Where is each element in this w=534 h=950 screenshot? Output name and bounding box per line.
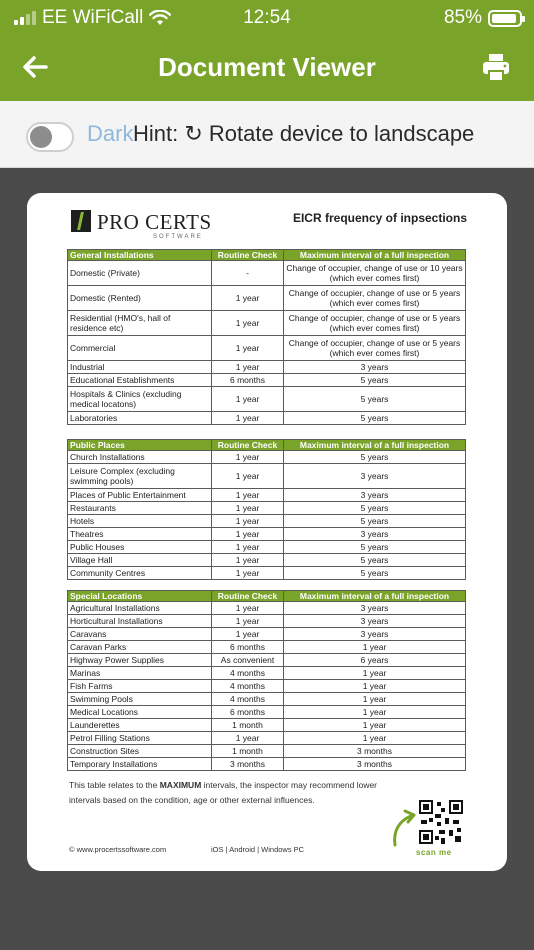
cell-name: Places of Public Entertainment bbox=[68, 489, 212, 502]
column-header: Special Locations bbox=[68, 591, 212, 602]
table-row bbox=[68, 680, 466, 693]
cell-check: 3 months bbox=[212, 758, 284, 771]
cell-name: Horticultural Installations bbox=[68, 615, 212, 628]
table-row bbox=[68, 464, 466, 489]
table-row bbox=[68, 374, 466, 387]
column-header: Maximum interval of a full inspection bbox=[284, 250, 466, 261]
cell-name: Hospitals & Clinics (excluding medical locatons) bbox=[68, 387, 212, 412]
cell-check: 1 year bbox=[212, 286, 284, 311]
cell-interval: 5 years bbox=[284, 515, 466, 528]
cell-interval: 3 months bbox=[284, 745, 466, 758]
website-text: © www.procertssoftware.com bbox=[69, 845, 167, 854]
cell-check: 1 year bbox=[212, 602, 284, 615]
cell-check: 1 month bbox=[212, 719, 284, 732]
cell-interval: 5 years bbox=[284, 412, 466, 425]
status-time: 12:54 bbox=[243, 7, 291, 28]
cell-check: 1 year bbox=[212, 567, 284, 580]
column-header: General Installations bbox=[68, 250, 212, 261]
cell-check: 1 year bbox=[212, 464, 284, 489]
cell-interval: 3 years bbox=[284, 489, 466, 502]
cell-check: 1 year bbox=[212, 311, 284, 336]
cell-interval: 5 years bbox=[284, 451, 466, 464]
cell-check: 1 year bbox=[212, 412, 284, 425]
cell-check: 1 year bbox=[212, 451, 284, 464]
cell-check: 1 year bbox=[212, 361, 284, 374]
cell-name: Church Installations bbox=[68, 451, 212, 464]
cell-interval: 6 years bbox=[284, 654, 466, 667]
cell-name: Community Centres bbox=[68, 567, 212, 580]
pro-certs-logo: PRO CERTS SOFTWARE bbox=[71, 210, 211, 240]
table-row bbox=[68, 387, 466, 412]
cell-check: 1 year bbox=[212, 732, 284, 745]
cell-name: Hotels bbox=[68, 515, 212, 528]
cell-interval: 1 year bbox=[284, 706, 466, 719]
cell-name: Marinas bbox=[68, 667, 212, 680]
battery-icon bbox=[488, 10, 522, 27]
cell-interval: 3 years bbox=[284, 528, 466, 541]
cell-name: Leisure Complex (excluding swimming pools) bbox=[68, 464, 212, 489]
table-row bbox=[68, 758, 466, 771]
printer-icon[interactable] bbox=[480, 51, 512, 83]
cell-name: Petrol Filling Stations bbox=[68, 732, 212, 745]
table-row bbox=[68, 654, 466, 667]
footnote: This table relates to the MAXIMUM intervals, the inspector may recommend lower intervals based on the condition, age or other external influences. bbox=[69, 780, 378, 805]
cell-check: 1 year bbox=[212, 554, 284, 567]
cell-check: 1 year bbox=[212, 615, 284, 628]
column-header: Routine Check bbox=[212, 440, 284, 451]
cell-interval: Change of occupier, change of use or 5 years (which ever comes first) bbox=[284, 286, 466, 311]
cell-check: 6 months bbox=[212, 706, 284, 719]
scan-me-label: scan me bbox=[416, 848, 452, 857]
cell-check: 1 month bbox=[212, 745, 284, 758]
cell-check: 4 months bbox=[212, 667, 284, 680]
table-row bbox=[68, 732, 466, 745]
cell-interval: 1 year bbox=[284, 719, 466, 732]
cell-check: 4 months bbox=[212, 680, 284, 693]
cell-name: Temporary Installations bbox=[68, 758, 212, 771]
cell-name: Theatres bbox=[68, 528, 212, 541]
inspection-table bbox=[67, 590, 466, 771]
column-header: Routine Check bbox=[212, 250, 284, 261]
table-header-row bbox=[68, 440, 466, 451]
cell-interval: 3 years bbox=[284, 615, 466, 628]
cell-interval: 5 years bbox=[284, 554, 466, 567]
page-title: Document Viewer bbox=[158, 52, 376, 82]
dark-mode-toggle[interactable] bbox=[26, 122, 74, 152]
table-row bbox=[68, 719, 466, 732]
table-header-row bbox=[68, 591, 466, 602]
table-row bbox=[68, 615, 466, 628]
qr-code-icon bbox=[417, 798, 465, 846]
cell-name: Industrial bbox=[68, 361, 212, 374]
cell-name: Public Houses bbox=[68, 541, 212, 554]
table-row bbox=[68, 515, 466, 528]
table-row bbox=[68, 502, 466, 515]
cell-interval: Change of occupier, change of use or 5 years (which ever comes first) bbox=[284, 311, 466, 336]
cell-interval: 5 years bbox=[284, 387, 466, 412]
cell-interval: 1 year bbox=[284, 693, 466, 706]
app-bar bbox=[0, 0, 534, 101]
cell-check: As convenient bbox=[212, 654, 284, 667]
cell-name: Construction Sites bbox=[68, 745, 212, 758]
inspection-table bbox=[67, 439, 466, 580]
cell-check: 1 year bbox=[212, 489, 284, 502]
table-row bbox=[68, 336, 466, 361]
cell-check: 1 year bbox=[212, 528, 284, 541]
table-row bbox=[68, 641, 466, 654]
dark-mode-label: Dark bbox=[87, 121, 134, 146]
table-row bbox=[68, 361, 466, 374]
cell-check: 6 months bbox=[212, 641, 284, 654]
cell-check: 1 year bbox=[212, 541, 284, 554]
cell-interval: 3 months bbox=[284, 758, 466, 771]
column-header: Routine Check bbox=[212, 591, 284, 602]
cell-check: 1 year bbox=[212, 515, 284, 528]
table-row bbox=[68, 693, 466, 706]
cell-interval: Change of occupier, change of use or 10 years (which ever comes first) bbox=[284, 261, 466, 286]
cell-interval: 1 year bbox=[284, 732, 466, 745]
cell-interval: 3 years bbox=[284, 464, 466, 489]
cell-interval: 5 years bbox=[284, 541, 466, 554]
cell-name: Commercial bbox=[68, 336, 212, 361]
table-row bbox=[68, 602, 466, 615]
table-row bbox=[68, 706, 466, 719]
status-bar bbox=[0, 0, 534, 36]
table-row bbox=[68, 451, 466, 464]
nav-bar bbox=[0, 40, 534, 95]
cell-check: 1 year bbox=[212, 336, 284, 361]
table-row bbox=[68, 667, 466, 680]
table-row bbox=[68, 541, 466, 554]
cell-name: Residential (HMO's, hall of residence etc) bbox=[68, 311, 212, 336]
table-row bbox=[68, 412, 466, 425]
cell-name: Highway Power Supplies bbox=[68, 654, 212, 667]
cell-name: Swimming Pools bbox=[68, 693, 212, 706]
cell-interval: 1 year bbox=[284, 641, 466, 654]
rotate-hint: Hint: ↻ Rotate device to landscape bbox=[133, 121, 475, 146]
cell-interval: 5 years bbox=[284, 502, 466, 515]
table-row bbox=[68, 311, 466, 336]
inspection-table bbox=[67, 249, 466, 425]
cell-check: 1 year bbox=[212, 502, 284, 515]
logo-mark-icon bbox=[71, 210, 91, 232]
cell-check: 6 months bbox=[212, 374, 284, 387]
platforms-text: iOS | Android | Windows PC bbox=[211, 845, 305, 854]
table-row bbox=[68, 261, 466, 286]
cell-name: Educational Establishments bbox=[68, 374, 212, 387]
cell-check: - bbox=[212, 261, 284, 286]
cell-interval: 5 years bbox=[284, 374, 466, 387]
curved-arrow-icon bbox=[389, 807, 419, 847]
cell-name: Village Hall bbox=[68, 554, 212, 567]
cell-interval: 1 year bbox=[284, 667, 466, 680]
cell-interval: 1 year bbox=[284, 680, 466, 693]
cell-name: Restaurants bbox=[68, 502, 212, 515]
cell-name: Fish Farms bbox=[68, 680, 212, 693]
carrier-label: EE WiFiCall bbox=[42, 7, 144, 28]
column-header: Maximum interval of a full inspection bbox=[284, 591, 466, 602]
hint-bar bbox=[0, 101, 534, 168]
cell-name: Caravan Parks bbox=[68, 641, 212, 654]
cell-name: Caravans bbox=[68, 628, 212, 641]
cell-name: Domestic (Rented) bbox=[68, 286, 212, 311]
cell-name: Laboratories bbox=[68, 412, 212, 425]
cell-interval: 3 years bbox=[284, 602, 466, 615]
table-header-row bbox=[68, 250, 466, 261]
cell-interval: 5 years bbox=[284, 567, 466, 580]
table-row bbox=[68, 489, 466, 502]
cell-check: 4 months bbox=[212, 693, 284, 706]
document-title: EICR frequency of inpsections bbox=[292, 211, 467, 225]
cell-interval: 3 years bbox=[284, 628, 466, 641]
column-header: Maximum interval of a full inspection bbox=[284, 440, 466, 451]
cell-check: 1 year bbox=[212, 628, 284, 641]
table-row bbox=[68, 628, 466, 641]
column-header: Public Places bbox=[68, 440, 212, 451]
battery-percent: 85% bbox=[443, 7, 482, 28]
cell-interval: 3 years bbox=[284, 361, 466, 374]
table-row bbox=[68, 286, 466, 311]
cell-interval: Change of occupier, change of use or 5 years (which ever comes first) bbox=[284, 336, 466, 361]
cell-name: Medical Locations bbox=[68, 706, 212, 719]
table-row bbox=[68, 528, 466, 541]
table-row bbox=[68, 567, 466, 580]
cell-name: Launderettes bbox=[68, 719, 212, 732]
cell-name: Agricultural Installations bbox=[68, 602, 212, 615]
document-page[interactable] bbox=[27, 193, 507, 871]
table-row bbox=[68, 745, 466, 758]
cell-check: 1 year bbox=[212, 387, 284, 412]
table-row bbox=[68, 554, 466, 567]
cell-name: Domestic (Private) bbox=[68, 261, 212, 286]
